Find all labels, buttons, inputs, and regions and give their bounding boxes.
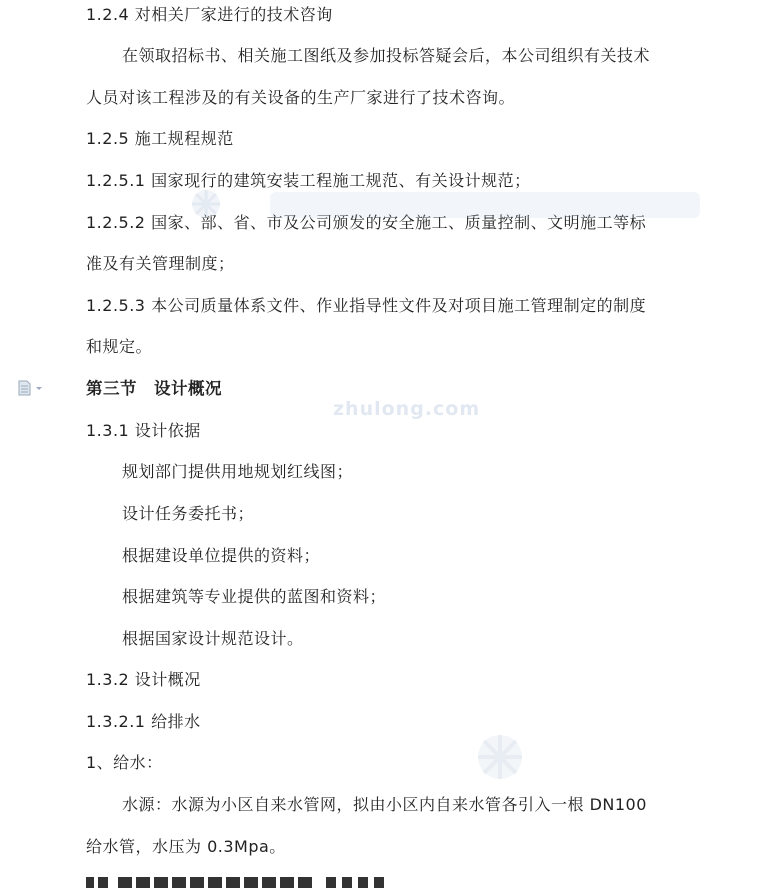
snowflake-logo-icon — [478, 735, 522, 779]
item-1-2-5-3: 1.2.5.3 本公司质量体系文件、作业指导性文件及对项目施工管理制定的制度 — [86, 296, 647, 315]
paragraph-line: 人员对该工程涉及的有关设备的生产厂家进行了技术咨询。 — [86, 88, 516, 107]
document-icon[interactable] — [18, 380, 46, 396]
paragraph-line: 给水管，水压为 0.3Mpa。 — [86, 837, 286, 856]
list-item: 根据国家设计规范设计。 — [122, 629, 304, 648]
heading-1-3-2-1: 1.3.2.1 给排水 — [86, 712, 201, 731]
paragraph-line: 和规定。 — [86, 337, 153, 356]
paragraph-line: 水源：水源为小区自来水管网，拟由小区内自来水管各引入一根 DN100 — [122, 795, 647, 814]
list-item: 根据建筑等专业提供的蓝图和资料； — [122, 587, 387, 606]
heading-1-3-2: 1.3.2 设计概况 — [86, 670, 201, 689]
truncated-next-line — [86, 874, 416, 888]
item-1-2-5-2: 1.2.5.2 国家、部、省、市及公司颁发的安全施工、质量控制、文明施工等标 — [86, 213, 647, 232]
item-1-2-5-1: 1.2.5.1 国家现行的建筑安装工程施工规范、有关设计规范； — [86, 171, 531, 190]
list-item: 规划部门提供用地规划红线图； — [122, 462, 354, 481]
heading-1-2-4: 1.2.4 对相关厂家进行的技术咨询 — [86, 5, 333, 24]
list-item: 根据建设单位提供的资料； — [122, 546, 321, 565]
heading-1-3-1: 1.3.1 设计依据 — [86, 421, 201, 440]
list-item: 设计任务委托书； — [122, 504, 255, 523]
subheading-water-supply: 1、给水： — [86, 753, 163, 772]
heading-1-2-5: 1.2.5 施工规程规范 — [86, 129, 234, 148]
section-heading: 第三节 设计概况 — [86, 379, 222, 398]
paragraph-line: 准及有关管理制度； — [86, 254, 235, 273]
paragraph-line: 在领取招标书、相关施工图纸及参加投标答疑会后，本公司组织有关技术 — [122, 46, 651, 65]
watermark-text: zhulong.com — [333, 398, 481, 420]
